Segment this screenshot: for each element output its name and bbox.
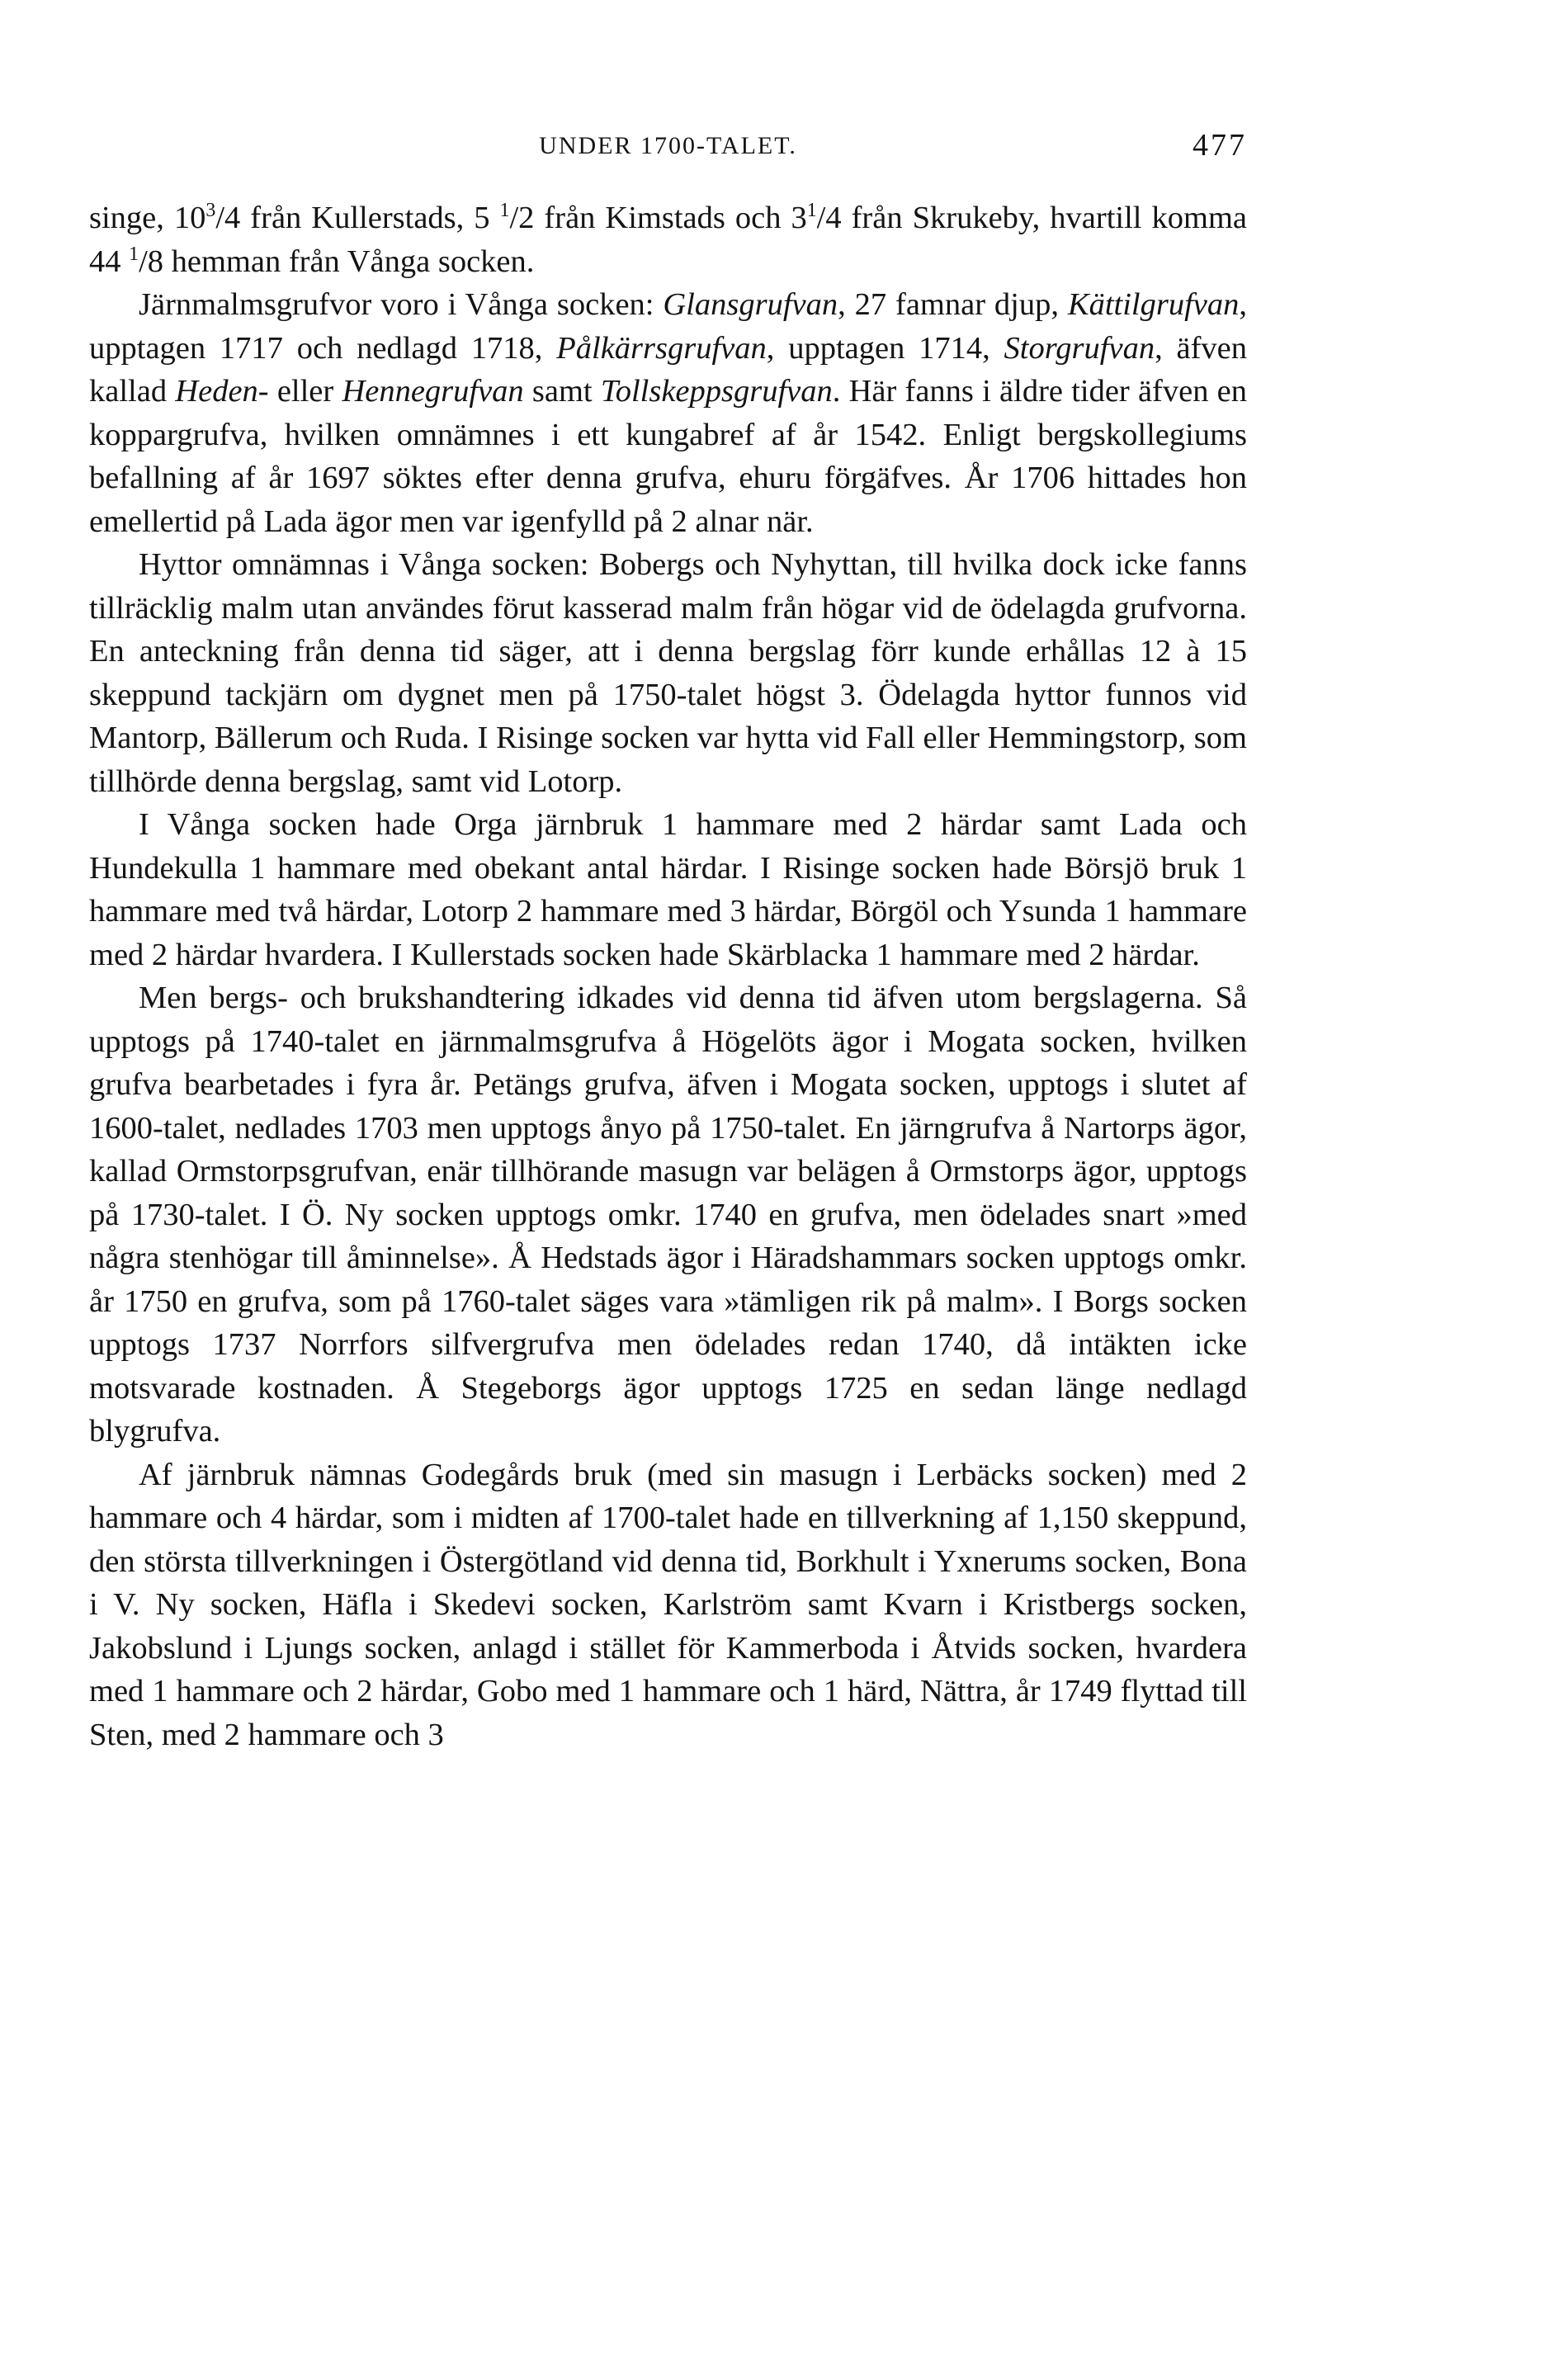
text-run: Men bergs- och brukshandtering idkades vid denna tid äfven utom bergslagerna. Så upptogs på 1740-talet en järnmalmsgrufva å Högelöts ägor i Mogata socken, hvilken grufva bearbetades i fyra år. Petängs grufva, äfven i Mogata socken, upptogs i slutet af 1600-talet, nedlades 1703 men upptogs ånyo på 1750-talet. En järngrufva å Nartorps ägor, kallad Ormstorpsgrufvan, enär tillhörande masugn var belägen å Ormstorps ägor, upptogs på 1730-talet. I Ö. Ny socken upptogs omkr. 1740 en grufva, men ödelades snart »med några stenhögar till åminnelse». Å Hedstads ägor i Häradshammars socken upptogs omkr. år 1750 en grufva, som på 1760-talet säges vara »tämligen rik på malm». I Borgs socken upptogs 1737 Norrfors silfvergrufva men ödelades redan 1740, då intäkten icke motsvarade kostnaden. Å Stegeborgs ägor upptogs 1725 en sedan länge nedlagd blygrufva.	[89, 981, 1247, 1449]
italic-mine-name: Kättilgrufvan	[1067, 287, 1240, 322]
superscript-numeral: 1	[499, 200, 510, 222]
running-title: UNDER 1700-TALET.	[539, 132, 797, 159]
text-run: , äfven kallad	[89, 330, 1248, 409]
text-run: . Här fanns i äldre tider äfven en koppargrufva, hvilken omnämnes i ett kungabref af år 1542. Enligt bergskollegiums befallning af år 1697 söktes efter denna grufva, ehuru förgäfves. År 1706 hittades hon emellertid på Lada ägor men var igenfylld på 2 alnar när.	[89, 374, 1248, 539]
paragraph	[89, 196, 1247, 283]
book-page	[89, 124, 1247, 1756]
superscript-numeral: 1	[129, 243, 139, 265]
text-run: singe, 10	[89, 201, 206, 235]
paragraph	[89, 1453, 1247, 1757]
italic-mine-name: Glansgrufvan	[663, 287, 838, 322]
superscript-numeral: 1	[806, 200, 817, 222]
italic-mine-name: Hennegrufvan	[342, 374, 524, 409]
italic-mine-name: Storgrufvan	[1004, 330, 1155, 366]
text-run: Af järnbruk nämnas Godegårds bruk (med sin masugn i Lerbäcks socken) med 2 hammare och 4 härdar, som i midten af 1700-talet hade en tillverkning af 1,150 skeppund, den största tillverkningen i Östergötland vid denna tid, Borkhult i Yxnerums socken, Bona i V. Ny socken, Häfla i Skedevi socken, Karlström samt Kvarn i Kristbergs socken, Jakobslund i Ljungs socken, anlagd i stället för Kammerboda i Åtvids socken, hvardera med 1 hammare och 2 härdar, Gobo med 1 hammare och 1 härd, Nättra, år 1749 flyttad till Sten, med 2 hammare och 3	[89, 1457, 1247, 1752]
paragraph	[89, 976, 1247, 1453]
running-header	[89, 124, 1247, 182]
paragraph	[89, 803, 1247, 976]
text-run: , upptagen 1714,	[766, 330, 1004, 366]
text-run: samt	[523, 374, 601, 409]
paragraph	[89, 543, 1247, 803]
text-run: , upptagen 1717 och nedlagd 1718,	[89, 287, 1248, 366]
text-run: Järnmalmsgrufvor voro i Vånga socken:	[139, 287, 664, 322]
italic-mine-name: Tollskeppsgrufvan	[600, 374, 833, 409]
italic-mine-name: Pålkärrsgrufvan	[556, 330, 767, 366]
italic-mine-name: Heden-	[175, 374, 269, 409]
text-run: /4 från Skrukeby, hvartill komma 44	[89, 201, 1247, 279]
page-number: 477	[1193, 128, 1247, 163]
text-run: Hyttor omnämnas i Vånga socken: Bobergs och Nyhyttan, till hvilka dock icke fanns tillräcklig malm utan användes förut kasserad malm från högar vid de ödelagda grufvorna. En anteckning från denna tid säger, att i denna bergslag förr kunde erhållas 12 à 15 skeppund tackjärn om dygnet men på 1750-talet högst 3. Ödelagda hyttor funnos vid Mantorp, Bällerum och Ruda. I Risinge socken var hytta vid Fall eller Hemmingstorp, som tillhörde denna bergslag, samt vid Lotorp.	[89, 547, 1247, 799]
superscript-numeral: 3	[205, 200, 216, 222]
body-text	[89, 196, 1247, 1756]
text-run: eller	[268, 374, 342, 409]
text-run: I Vånga socken hade Orga järnbruk 1 hammare med 2 härdar samt Lada och Hundekulla 1 hammare med obekant antal härdar. I Risinge socken hade Börsjö bruk 1 hammare med två härdar, Lotorp 2 hammare med 3 härdar, Börgöl och Ysunda 1 hammare med 2 härdar hvardera. I Kullerstads socken hade Skärblacka 1 hammare med 2 härdar.	[89, 807, 1247, 972]
text-run: , 27 famnar djup,	[838, 287, 1068, 322]
text-run: /4 från Kullerstads, 5	[215, 201, 500, 235]
paragraph	[89, 283, 1247, 543]
text-run: /2 från Kimstads och 3	[509, 201, 807, 235]
text-run: /8 hemman från Vånga socken.	[139, 243, 535, 279]
